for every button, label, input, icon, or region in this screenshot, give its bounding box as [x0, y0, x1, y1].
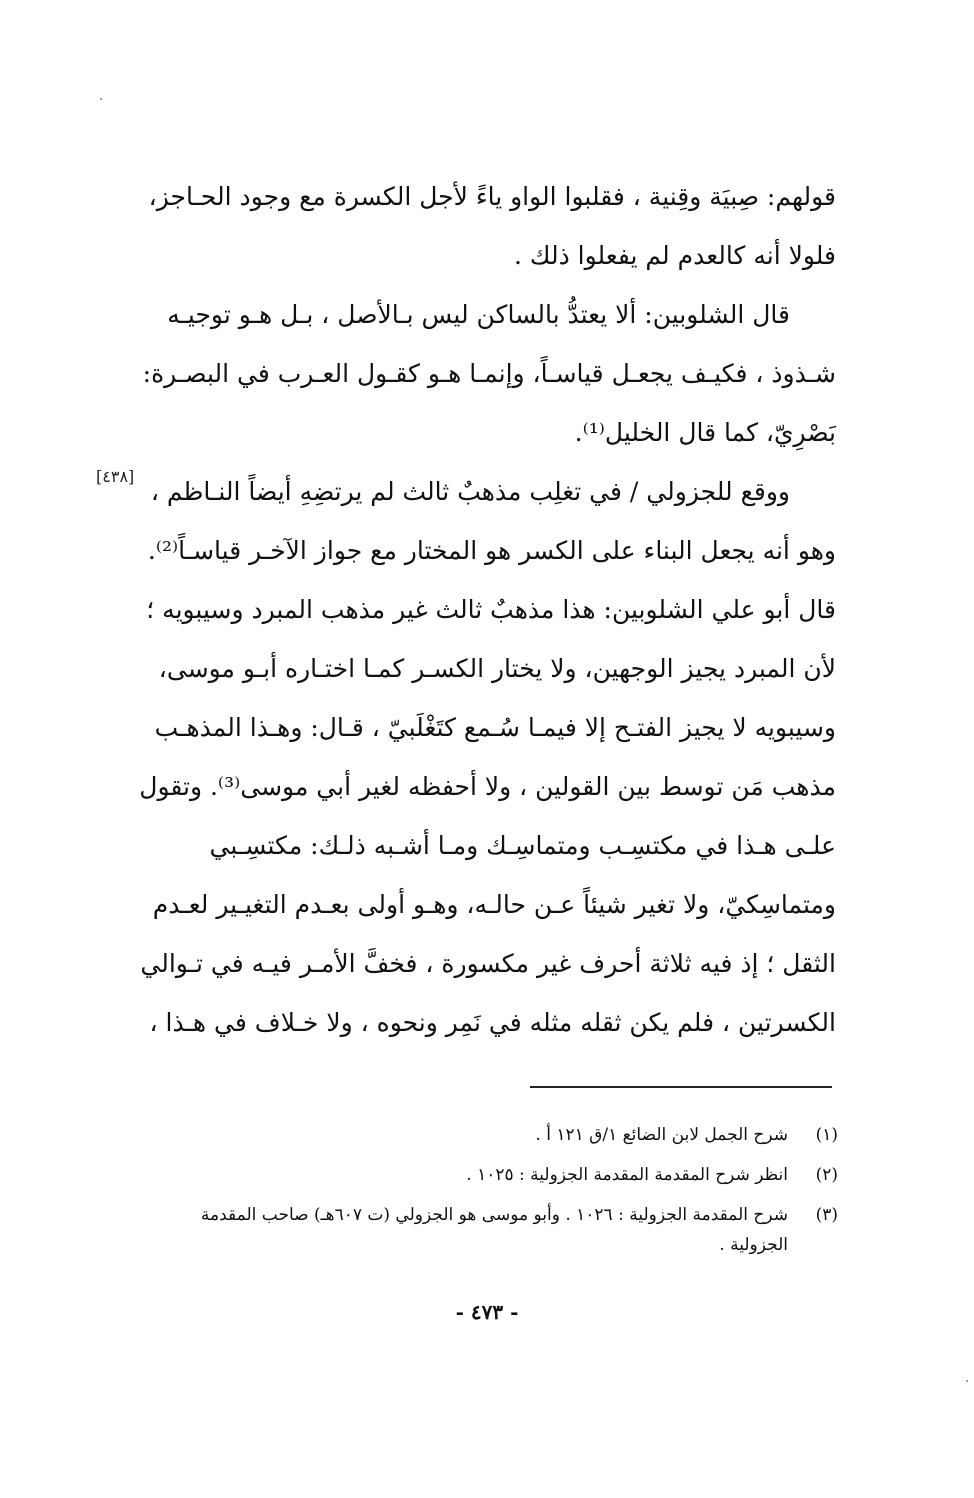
footnote	[150, 1160, 838, 1190]
body-line: الثقل ؛ إذ فيه ثلاثة أحرف غير مكسورة ، فخفَّ الأمـر فيـه في تـوالي	[140, 949, 836, 978]
body-line: لأن المبرد يجيز الوجهين، ولا يختار الكسـر كمـا اختـاره أبـو موسى،	[158, 654, 836, 683]
body-line: الكسرتين ، فلم يكن ثقله مثله في نَمِر ونحوه ، ولا خـلاف في هـذا ،	[149, 1008, 836, 1037]
body-text	[139, 167, 836, 1052]
body-line: علـى هـذا في مكتسِـب ومتماسِـك ومـا أشـبه ذلـك: مكتسِـبي	[209, 831, 836, 860]
body-line: ومتماسِكيّ، ولا تغير شيئاً عـن حالـه، وهـو أولى بعـدم التغيـير لعـدم	[152, 890, 836, 919]
footnote	[150, 1200, 838, 1260]
scan-speck	[100, 98, 102, 100]
footnote-text: انظر شرح المقدمة المقدمة الجزولية : ١٠٢٥ .	[466, 1165, 788, 1185]
body-line: وهو أنه يجعل البناء على الكسر هو المختار مع جواز الآخـر قياسـاً⁽²⁾.	[147, 536, 836, 565]
footnotes	[150, 1120, 838, 1270]
footnote-separator	[530, 1086, 832, 1088]
body-line: قال أبو علي الشلوبين: هذا مذهبٌ ثالث غير مذهب المبرد وسيبويه ؛	[146, 595, 836, 624]
body-line: مذهب مَن توسط بين القولين ، ولا أحفظه لغير أبي موسى⁽³⁾. وتقول	[139, 772, 836, 801]
body-line: قال الشلوبين: ألا يعتدُّ بالساكن ليس بـالأصل ، بـل هـو توجيـه	[167, 300, 790, 329]
body-line: ووقع للجزولي / في تغلِب مذهبٌ ثالث لم يرتضِهِ أيضاً النـاظم ،	[150, 477, 790, 506]
footnote-text: شرح الجمل لابن الضائع ١/ق ١٢١ أ .	[535, 1125, 788, 1145]
body-line: شـذوذ ، فكيـف يجعـل قياسـاً، وإنمـا هـو كقـول العـرب في البصـرة:	[142, 359, 836, 388]
body-line: وسيبويه لا يجيز الفتـح إلا فيمـا سُـمع كتَغْلَبيّ ، قـال: وهـذا المذهـب	[154, 713, 836, 742]
footnote-number: (١)	[815, 1125, 838, 1145]
body-line: قولهم: صِبيَة وقِنية ، فقلبوا الواو ياءً لأجل الكسرة مع وجود الحـاجز،	[148, 182, 836, 211]
footnote-number: (٢)	[815, 1165, 838, 1185]
scan-speck	[966, 1380, 968, 1382]
footnote-text: شرح المقدمة الجزولية : ١٠٢٦ . وأبو موسى هو الجزولي (ت ٦٠٧هـ) صاحب المقدمة الجزولية .	[200, 1205, 788, 1255]
page-number: - ٤٧٣ -	[455, 1300, 519, 1324]
footnote-number: (٣)	[815, 1205, 838, 1225]
body-line: بَصْرِيّ، كما قال الخليل⁽¹⁾.	[574, 418, 836, 447]
body-line: فلولا أنه كالعدم لم يفعلوا ذلك .	[513, 241, 836, 270]
manuscript-folio-reference: [٤٣٨]	[96, 467, 135, 486]
footnote	[150, 1120, 838, 1150]
